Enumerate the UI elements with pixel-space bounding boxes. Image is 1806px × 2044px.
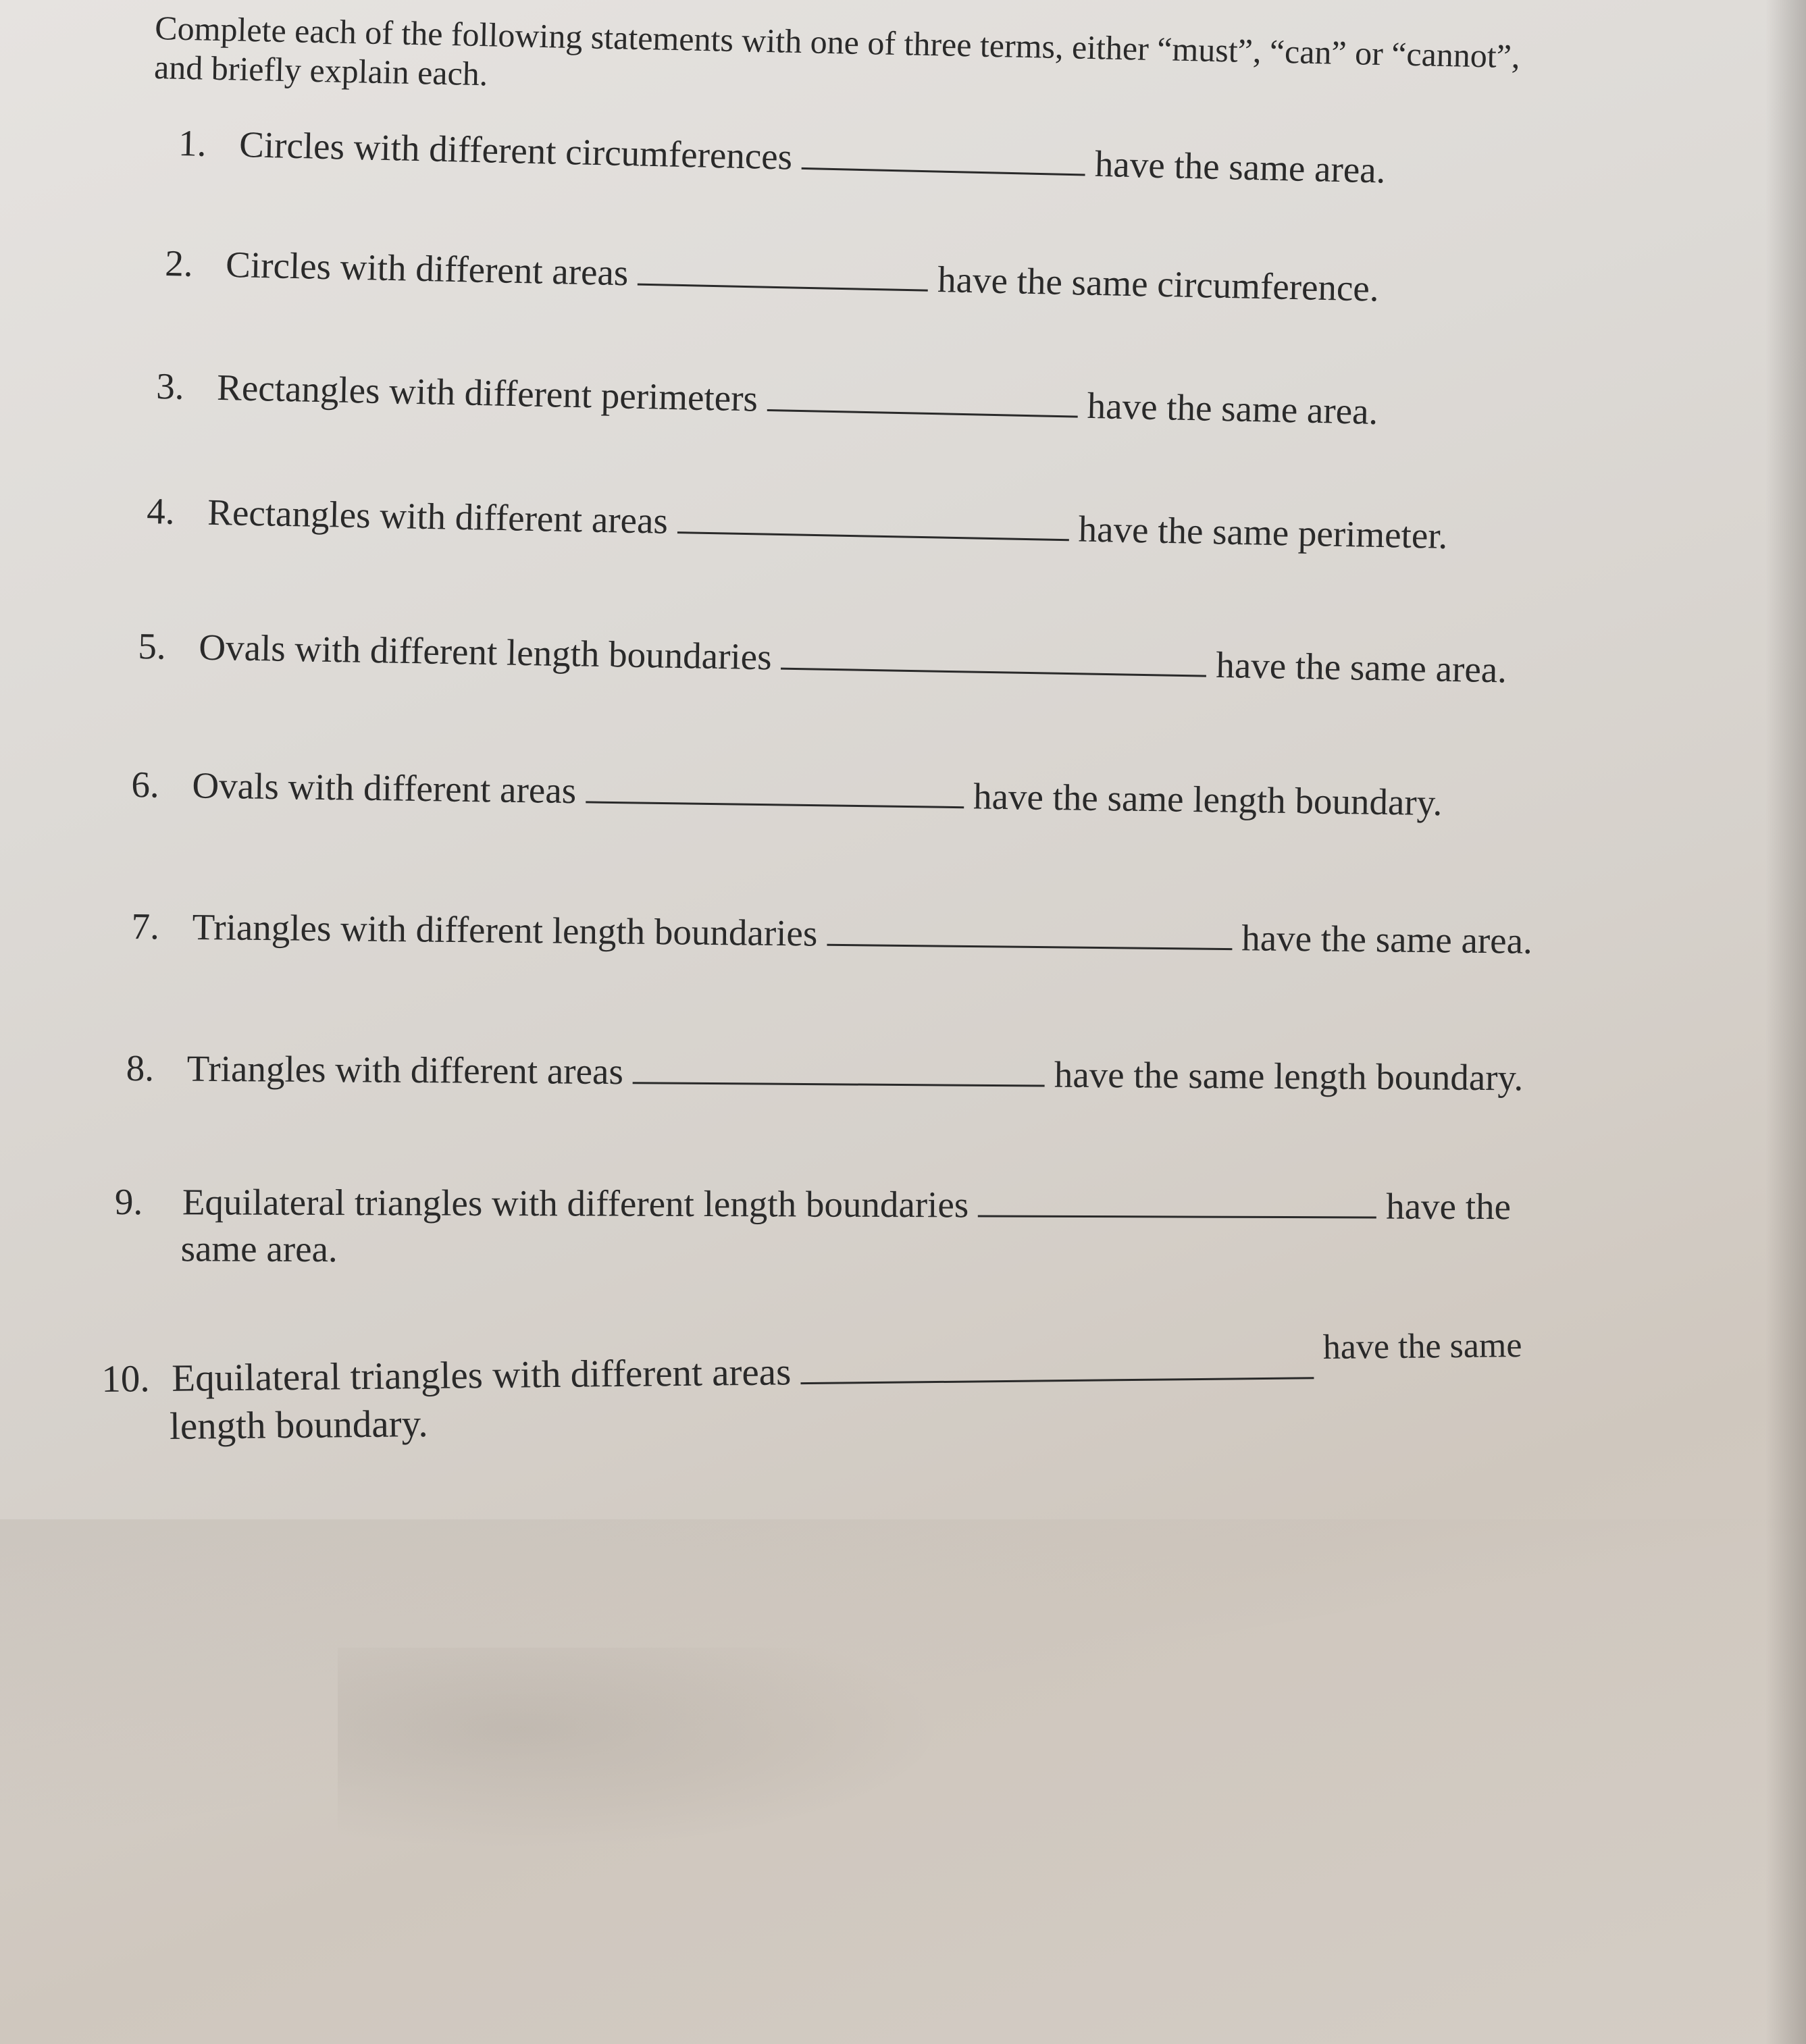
paper-crease-shadow — [338, 1648, 946, 1850]
answer-blank[interactable] — [767, 382, 1079, 418]
question-number: 9. — [114, 1181, 143, 1223]
question-ending: have the — [1386, 1185, 1512, 1228]
question-ending: have the same area. — [1241, 917, 1533, 962]
question-continuation: length boundary. — [169, 1402, 428, 1448]
question-continuation: same area. — [180, 1228, 338, 1270]
question-text: Triangles with different length boundaries — [192, 906, 818, 954]
question-ending: have the same area. — [1215, 644, 1507, 691]
answer-blank[interactable] — [800, 1350, 1314, 1384]
question-7 — [131, 905, 1532, 962]
question-text: Circles with different areas — [225, 243, 629, 294]
question-text: Rectangles with different areas — [207, 491, 669, 542]
question-ending: have the same length boundary. — [1054, 1053, 1524, 1099]
question-4 — [147, 490, 1448, 557]
question-6 — [131, 763, 1443, 824]
answer-blank[interactable] — [638, 257, 929, 292]
question-number: 4. — [146, 490, 176, 532]
answer-blank[interactable] — [802, 140, 1086, 176]
page-edge-shadow — [1765, 0, 1806, 2044]
question-ending: have the same circumference. — [937, 258, 1380, 309]
question-text: Ovals with different areas — [192, 764, 577, 812]
question-10 — [101, 1326, 1523, 1449]
question-number: 6. — [131, 763, 160, 806]
question-ending: have the same — [1322, 1326, 1522, 1367]
question-number: 1. — [178, 122, 207, 164]
question-number: 8. — [126, 1047, 155, 1089]
question-number: 2. — [164, 242, 194, 284]
question-text: Triangles with different areas — [186, 1047, 624, 1093]
question-text: Rectangles with different perimeters — [216, 366, 758, 419]
question-ending: have the same perimeter. — [1078, 508, 1448, 556]
question-number: 5. — [137, 625, 167, 667]
question-text: Ovals with different length boundaries — [198, 626, 773, 678]
answer-blank[interactable] — [586, 774, 964, 808]
question-9 — [115, 1180, 1512, 1274]
question-text: Circles with different circumferences — [238, 124, 793, 178]
question-5 — [138, 625, 1507, 691]
question-text: Equilateral triangles with different length boundaries — [182, 1181, 969, 1226]
question-number: 10. — [101, 1357, 150, 1400]
question-3 — [156, 365, 1378, 433]
question-text: Equilateral triangles with different areas — [172, 1351, 792, 1400]
instructions-text: Complete each of the following statements with one of three terms, either “must”, “can” or “cannot”, and briefly explain each. — [153, 8, 1521, 93]
answer-blank[interactable] — [827, 917, 1232, 950]
question-2 — [165, 242, 1380, 310]
question-1 — [178, 122, 1387, 192]
question-ending: have the same length boundary. — [973, 775, 1443, 824]
question-number: 3. — [155, 365, 185, 407]
answer-blank[interactable] — [978, 1188, 1376, 1218]
question-number: 7. — [131, 906, 160, 947]
answer-blank[interactable] — [677, 504, 1070, 541]
question-ending: have the same area. — [1087, 384, 1378, 432]
question-ending: have the same area. — [1094, 142, 1387, 191]
answer-blank[interactable] — [781, 641, 1207, 677]
question-8 — [126, 1047, 1524, 1099]
answer-blank[interactable] — [633, 1055, 1045, 1086]
paper-fold-shadow — [0, 1519, 1806, 2044]
